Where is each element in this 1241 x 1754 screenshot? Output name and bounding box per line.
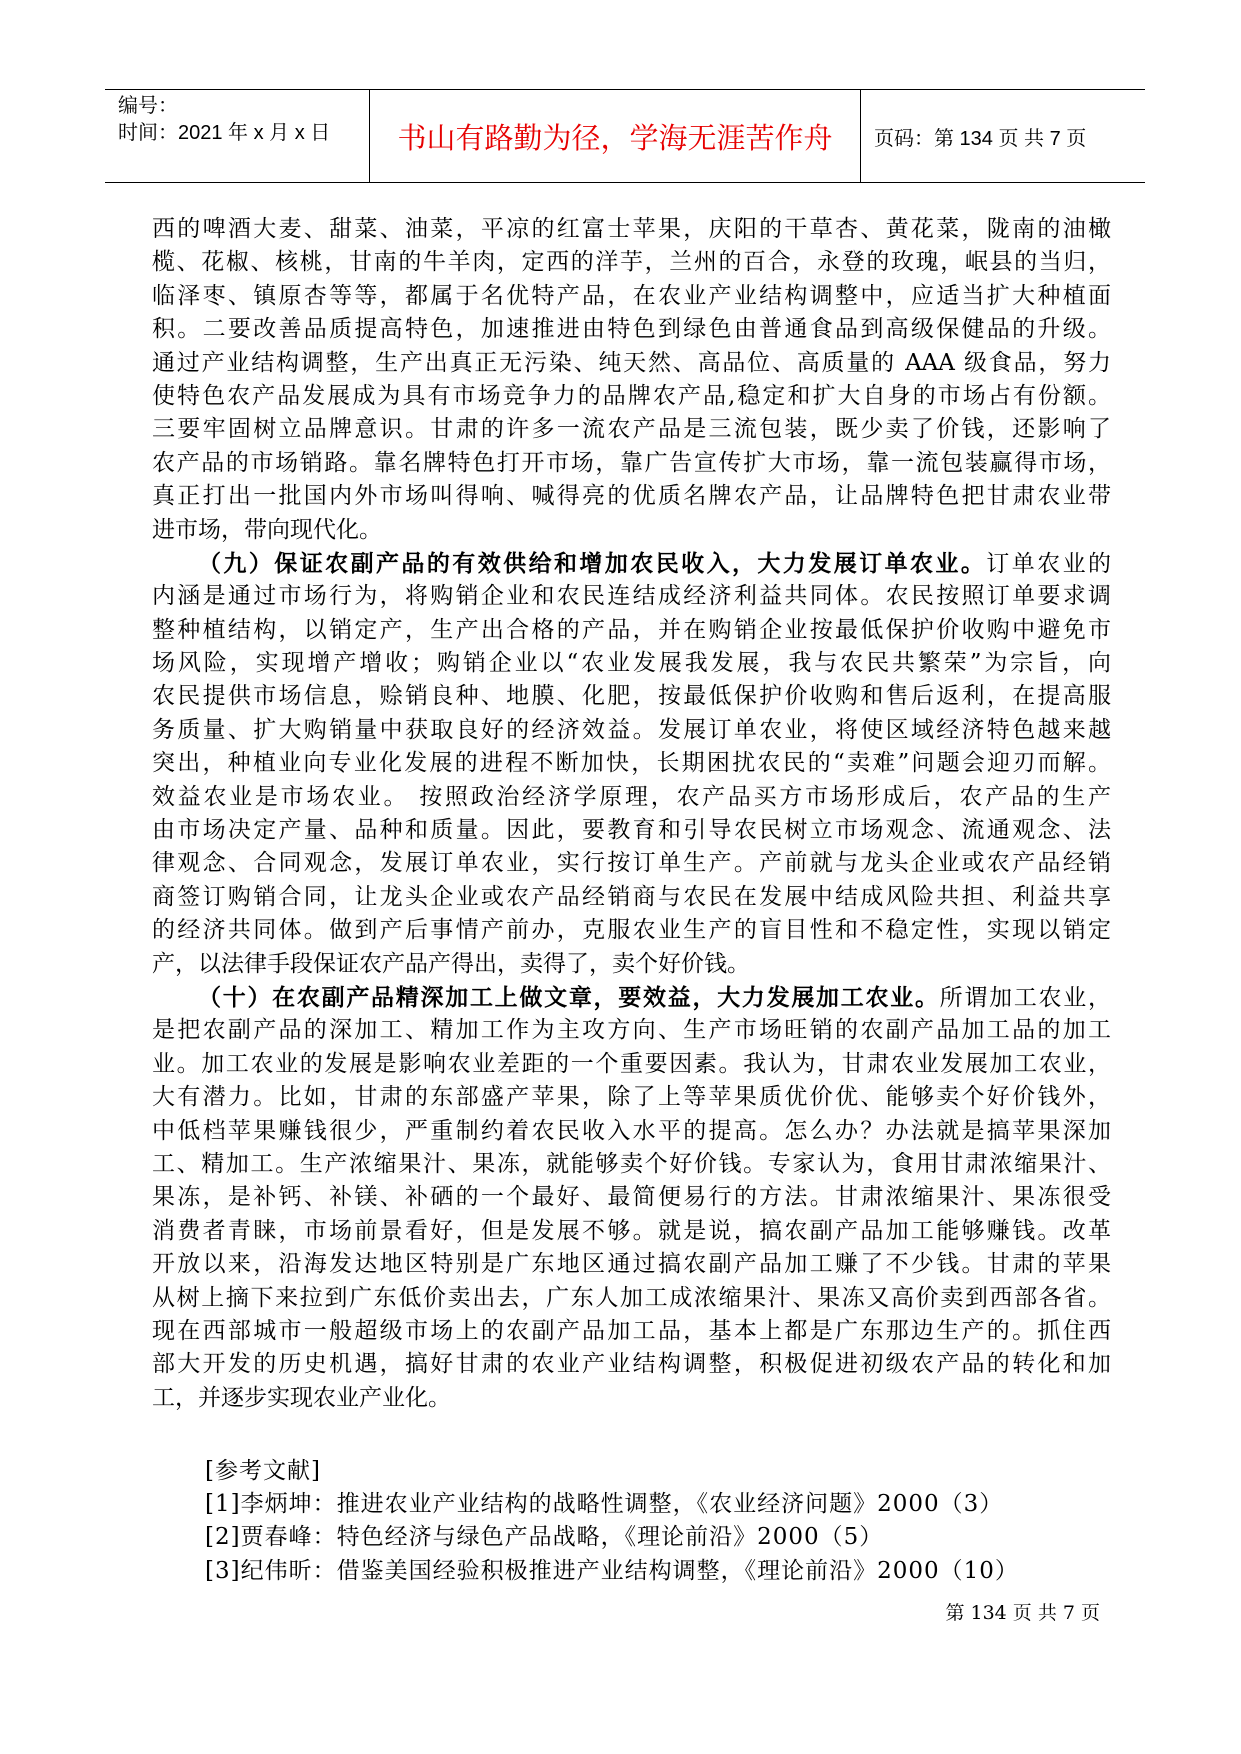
paragraph — [152, 547, 1111, 981]
body-line: 西的啤酒大麦、甜菜、油菜，平凉的红富士苹果，庆阳的干草杏、黄花菜，陇南的油橄 — [152, 216, 1111, 242]
body-line: 工、精加工。生产浓缩果汁、果冻，就能够卖个好价钱。专家认为，食用甘肃浓缩果汁、 — [152, 1150, 1111, 1177]
paragraph — [152, 213, 1111, 547]
body-line: 部大开发的历史机遇，搞好甘肃的农业产业结构调整，积极促进初级农产品的转化和加 — [152, 1351, 1111, 1378]
body-line: 消费者青睐，市场前景看好，但是发展不够。就是说，搞农副产品加工能够赚钱。改革 — [152, 1217, 1111, 1244]
body-line: 中低档苹果赚钱很少，严重制约着农民收入水平的提高。怎么办？办法就是搞苹果深加 — [152, 1117, 1111, 1144]
body-line: 三要牢固树立品牌意识。甘肃的许多一流农产品是三流包装，既少卖了价钱，还影响了 — [152, 416, 1111, 443]
header-motto: 书山有路勤为径，学海无涯苦作舟 — [397, 123, 833, 155]
body-line: 的经济共同体。做到产后事情产前办，克服农业生产的盲目性和不稳定性，实现以销定 — [152, 917, 1111, 944]
body-line: 场风险，实现增产增收；购销企业以“农业发展我发展，我与农民共繁荣”为宗旨，向 — [152, 650, 1111, 677]
body-line: 效益农业是市场农业。 按照政治经济学原理，农产品买方市场形成后，农产品的生产 — [152, 783, 1111, 810]
body-line: 果冻，是补钙、补镁、补硒的一个最好、最简便易行的方法。甘肃浓缩果汁、果冻很受 — [152, 1184, 1111, 1211]
body-line: 是把农副产品的深加工、精加工作为主攻方向、生产市场旺销的农副产品加工品的加工 — [152, 1017, 1111, 1044]
body-line: 通过产业结构调整，生产出真正无污染、纯天然、高品位、高质量的 AAA 级食品，努力 — [152, 349, 1111, 376]
body-line: 开放以来，沿海发达地区特别是广东地区通过搞农副产品加工赚了不少钱。甘肃的苹果 — [152, 1251, 1111, 1278]
body-line: 业。加工农业的发展是影响农业差距的一个重要因素。我认为，甘肃农业发展加工农业， — [152, 1050, 1111, 1077]
header-bottom-rule — [105, 182, 1145, 183]
body-line: 律观念、合同观念，发展订单农业，实行按订单生产。产前就与龙头企业或农产品经销 — [152, 850, 1111, 877]
header-time-label: 时间：2021 年 x 月 x 日 — [118, 122, 331, 144]
body-line: 整种植结构，以销定产，生产出合格的产品，并在购销企业按最低保护价收购中避免市 — [152, 616, 1111, 643]
body-line: 积。二要改善品质提高特色，加速推进由特色到绿色由普通食品到高级保健品的升级。 — [152, 316, 1111, 343]
body-line: 大有潜力。比如，甘肃的东部盛产苹果，除了上等苹果质优价优、能够卖个好价钱外， — [152, 1084, 1111, 1111]
body-line — [152, 981, 1111, 1014]
body-text — [152, 213, 1111, 1415]
header-divider — [860, 89, 861, 183]
body-line: 真正打出一批国内外市场叫得响、喊得亮的优质名牌农产品，让品牌特色把甘肃农业带 — [152, 483, 1111, 510]
paragraph — [152, 981, 1111, 1415]
body-line: 榄、花椒、核桃，甘南的牛羊肉，定西的洋芋，兰州的百合，永登的玫瑰，岷县的当归， — [152, 249, 1111, 276]
body-line: 临泽枣、镇原杏等等，都属于名优特产品，在农业产业结构调整中，应适当扩大种植面 — [152, 282, 1111, 309]
body-line: 进市场，带向现代化。 — [152, 516, 382, 543]
body-line: 现在西部城市一般超级市场上的农副产品加工品，基本上都是广东那边生产的。抓住西 — [152, 1317, 1111, 1344]
body-line — [152, 547, 1111, 580]
body-line: 从树上摘下来拉到广东低价卖出去，广东人加工成浓缩果汁、果冻又高价卖到西部各省。 — [152, 1284, 1111, 1311]
body-line: 务质量、扩大购销量中获取良好的经济效益。发展订单农业，将使区域经济特色越来越 — [152, 716, 1111, 743]
section-heading: （九）保证农副产品的有效供给和增加农民收入，大力发展订单农业。 — [198, 549, 987, 577]
body-text-run: 所谓加工农业， — [939, 984, 1112, 1011]
body-line: 商签订购销合同，让龙头企业或农产品经销商与农民在发展中结成风险共担、利益共享 — [152, 883, 1111, 910]
header-number-label: 编号： — [118, 95, 178, 117]
footer-page-number: 第 134 页 共 7 页 — [945, 1602, 1100, 1624]
body-line: 突出，种植业向专业化发展的进程不断加快，长期困扰农民的“卖难”问题会迎刃而解。 — [152, 750, 1111, 777]
section-heading: （十）在农副产品精深加工上做文章，要效益，大力发展加工农业。 — [198, 983, 940, 1011]
body-line: 由市场决定产量、品种和质量。因此，要教育和引导农民树立市场观念、流通观念、法 — [152, 817, 1111, 844]
body-text-run: 订单农业的 — [986, 550, 1112, 577]
body-line: 产，以法律手段保证农产品产得出，卖得了，卖个好价钱。 — [152, 950, 750, 977]
body-line: 内涵是通过市场行为，将购销企业和农民连结成经济利益共同体。农民按照订单要求调 — [152, 583, 1111, 610]
reference-item: [2]贾春峰：特色经济与绿色产品战略，《理论前沿》2000（5） — [205, 1524, 884, 1551]
reference-item: [1]李炳坤：推进农业产业结构的战略性调整，《农业经济问题》2000（3） — [205, 1491, 1004, 1518]
body-line: 工，并逐步实现农业产业化。 — [152, 1384, 451, 1411]
body-line: 农产品的市场销路。靠名牌特色打开市场，靠广告宣传扩大市场，靠一流包装赢得市场， — [152, 449, 1111, 476]
references-title: [参考文献] — [205, 1458, 321, 1484]
reference-item: [3]纪伟昕：借鉴美国经验积极推进产业结构调整，《理论前沿》2000（10） — [205, 1557, 1019, 1584]
header-top-rule — [105, 89, 1145, 90]
body-line: 农民提供市场信息，赊销良种、地膜、化肥，按最低保护价收购和售后返利，在提高服 — [152, 683, 1111, 710]
references — [205, 1455, 1019, 1588]
header-page-label: 页码：第 134 页 共 7 页 — [874, 128, 1087, 150]
body-line: 使特色农产品发展成为具有市场竞争力的品牌农产品,稳定和扩大自身的市场占有份额。 — [152, 382, 1111, 409]
